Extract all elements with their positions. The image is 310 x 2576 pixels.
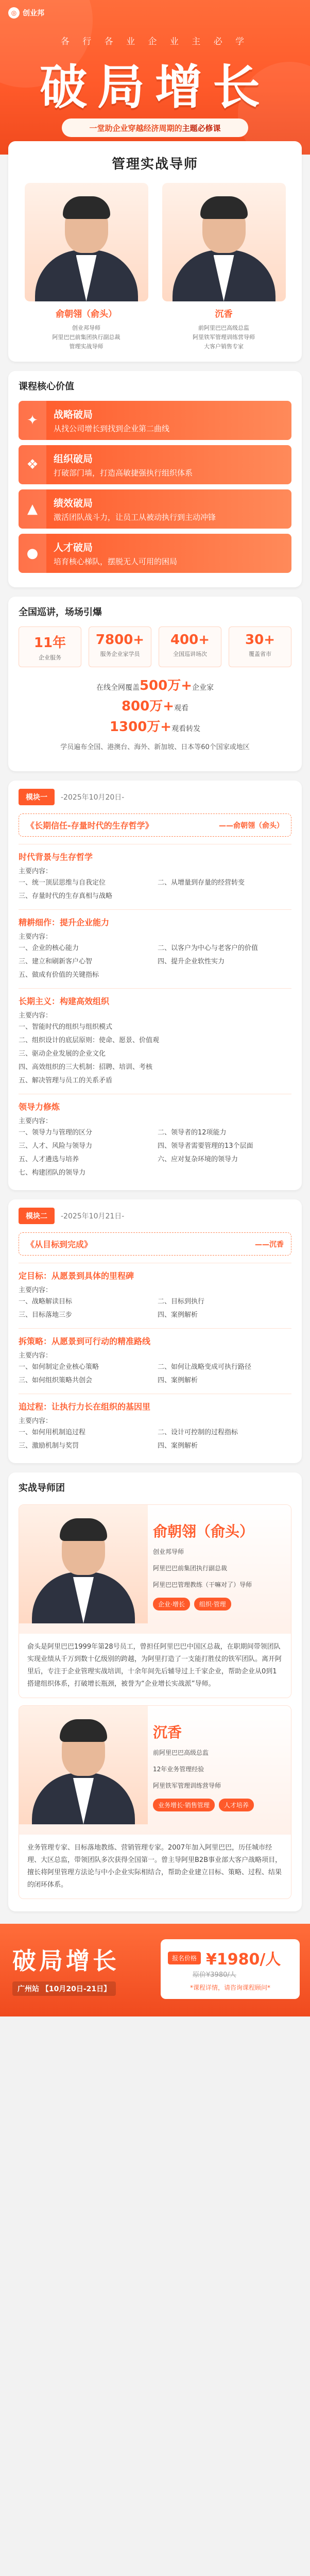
module-date: -2025年10月20日-: [61, 793, 125, 802]
footer-title: 破局增长: [12, 1947, 119, 1975]
hero-tag-emphasis: 主题必修课: [182, 123, 221, 133]
unit-item: 二、设计可控制的过程指标: [158, 1429, 238, 1436]
value-item: [19, 489, 291, 529]
hero-tag: [62, 118, 248, 137]
stats-heading: 全国巡讲，场场引爆: [19, 607, 102, 618]
unit-item: 一、智能时代的组织与组织模式: [19, 1023, 113, 1031]
unit-item: 六、应对复杂环境的领导力: [158, 1156, 238, 1163]
mentor-line: 前阿里巴巴高级总监: [198, 325, 249, 331]
value-item: [19, 445, 291, 484]
mentor-name: 沉香: [215, 309, 233, 319]
profile-tag: 人才培养: [219, 1799, 254, 1811]
unit-label: 主要内容：: [19, 1352, 53, 1360]
brand-logo-icon: ◎: [8, 7, 20, 19]
reach-countries: 学员遍布全国、港澳台、海外、新加坡、日本等60个国家或地区: [60, 743, 250, 751]
unit-label: 主要内容：: [19, 1286, 53, 1294]
brand-name: 创业邦: [23, 9, 44, 18]
mentor-portrait: [25, 183, 148, 301]
stat-box: [19, 626, 81, 667]
brand[interactable]: [8, 7, 44, 19]
module-mentor: ——俞朝翎（俞头）: [219, 821, 284, 830]
value-title: 战略破局: [54, 409, 93, 420]
stat-label: 覆盖省市: [249, 651, 271, 657]
mentor-card[interactable]: [162, 183, 286, 351]
unit-title: 拆策略：从愿景到可行动的精准路线: [19, 1336, 151, 1346]
unit-item: 二、从增量到存量的经营转变: [158, 879, 245, 887]
stat-box: [89, 626, 151, 667]
unit-title: 精耕细作：提升企业能力: [19, 918, 110, 927]
profile-portrait: [19, 1505, 148, 1623]
stat-box: [159, 626, 221, 667]
profile-bio: 俞头是阿里巴巴1999年第28号员工，曾担任阿里巴巴中国区总裁，在职期间带领团队实现业绩从千万到数十亿级别的跨越，为阿里打造了一支能打胜仗的铁军团队。离开阿里后，专注于企业管理实战培训，十余年间先后辅导过上千家企业，帮助企业从0到1搭建组织体系，打破增长瓶颈，被誉为“企业增长实战派”导师。: [19, 1634, 291, 1698]
unit-item: 一、战略解读目标: [19, 1298, 73, 1306]
unit-label: 主要内容：: [19, 933, 53, 941]
unit-item: 四、领导者需要管理的13个层面: [158, 1142, 253, 1150]
reach-suffix: 观看: [174, 704, 189, 713]
mentor-card[interactable]: [25, 183, 148, 351]
price-value: ¥1980/人: [206, 1951, 281, 1969]
stat-box: [229, 626, 291, 667]
module-badge: 模块二: [19, 1208, 55, 1224]
unit-item: 三、如何组织策略共创会: [19, 1377, 93, 1384]
profile-tag: 业务增长·销售管理: [153, 1799, 215, 1811]
reach-suffix: 企业家: [192, 684, 214, 692]
module-date: -2025年10月21日-: [61, 1212, 125, 1221]
module-card: [8, 781, 302, 1190]
reach-block: [8, 672, 302, 761]
module-card: [8, 1199, 302, 1463]
profile-line: 前阿里巴巴高级总监: [153, 1749, 209, 1756]
unit-item: 一、统一顶层思维与自我定位: [19, 879, 106, 887]
unit-item: 三、驱动企业发展的企业文化: [19, 1050, 106, 1058]
mentors-heading: 管理实战导师: [111, 157, 198, 172]
profile-line: 创业邦导师: [153, 1548, 184, 1555]
mentor-name: 俞朝翎（俞头）: [56, 309, 117, 319]
unit-item: 五、解决管理与员工的关系矛盾: [19, 1077, 113, 1084]
profile-card[interactable]: [19, 1504, 291, 1698]
module-badge: 模块一: [19, 789, 55, 805]
module-unit: [19, 844, 291, 902]
profiles-card: [8, 1472, 302, 1911]
value-desc: 从找公司增长到找到企业第二曲线: [54, 424, 170, 433]
mentor-line: 创业邦导师: [72, 325, 100, 331]
stat-value: 30+: [245, 632, 275, 648]
module-unit: [19, 1328, 291, 1386]
unit-item: 一、如何用机制追过程: [19, 1429, 86, 1436]
price-note: *课程详情，请咨询课程顾问*: [190, 1984, 270, 1991]
module-theme-title: 《从目标到完成》: [26, 1240, 93, 1249]
unit-label: 主要内容：: [19, 1417, 53, 1425]
people-icon: ❖: [19, 445, 46, 484]
stat-label: 服务企业家学员: [100, 651, 140, 657]
unit-item: 一、企业的核心能力: [19, 944, 79, 952]
person-icon: ●: [19, 534, 46, 573]
profile-tag: 企业·增长: [153, 1598, 190, 1611]
footer-banner: [0, 1924, 310, 2016]
unit-label: 主要内容：: [19, 868, 53, 875]
profile-line: 12年业务管理经验: [153, 1766, 204, 1773]
stats-card: [8, 597, 302, 771]
unit-item: 三、存量时代的生存真相与战略: [19, 892, 113, 900]
module-unit: [19, 909, 291, 981]
hero-tag-prefix: 一堂助企业穿越经济周期的: [89, 123, 182, 133]
original-price: 原价¥3980/人: [193, 1971, 236, 1979]
module-unit: [19, 988, 291, 1087]
value-item: [19, 534, 291, 573]
values-heading: 课程核心价值: [19, 381, 74, 392]
stat-label: 企业服务: [39, 654, 61, 661]
stat-label: 全国巡讲场次: [173, 651, 207, 657]
profile-portrait: [19, 1706, 148, 1824]
value-title: 人才破局: [54, 542, 93, 553]
unit-title: 长期主义：构建高效组织: [19, 996, 110, 1006]
module-unit: [19, 1394, 291, 1452]
unit-item: 五、人才遴选与培养: [19, 1156, 79, 1163]
unit-item: 二、以客户为中心与老客户的价值: [158, 944, 259, 952]
unit-item: 二、目标到执行: [158, 1298, 205, 1306]
profile-line: 阿里巴巴管理教练（干嘛对了）导师: [153, 1581, 252, 1588]
hero-banner: [0, 0, 310, 155]
hero-subtitle: 各 行 各 业 企 业 主 必 学: [60, 37, 250, 47]
unit-item: 四、案例解析: [158, 1442, 198, 1450]
stat-value: 7800+: [95, 632, 145, 648]
unit-item: 一、领导力与管理的区分: [19, 1129, 93, 1137]
unit-item: 三、激励机制与奖罚: [19, 1442, 79, 1450]
unit-item: 五、做成有价值的关键指标: [19, 971, 99, 979]
mentor-portrait: [162, 183, 286, 301]
unit-item: 二、如何让战略变成可执行路径: [158, 1363, 252, 1371]
unit-label: 主要内容：: [19, 1117, 53, 1125]
unit-item: 三、建立和刷新客户心智: [19, 958, 93, 965]
unit-title: 时代背景与生存哲学: [19, 852, 93, 862]
value-desc: 激活团队战斗力，让员工从被动执行到主动冲锋: [54, 513, 216, 522]
value-item: [19, 401, 291, 440]
profile-tag: 组织·管理: [194, 1598, 231, 1611]
module-unit: [19, 1263, 291, 1321]
mentor-line: 大客户销售专家: [204, 343, 244, 350]
mentor-line: 阿里巴巴前集团执行副总裁: [52, 334, 120, 341]
unit-item: 一、如何制定企业核心策略: [19, 1363, 99, 1371]
profile-card[interactable]: [19, 1705, 291, 1899]
value-desc: 培育核心梯队，摆脱无人可用的困局: [54, 557, 178, 566]
unit-item: 四、案例解析: [158, 1377, 198, 1384]
value-desc: 打破部门墙，打造高敏捷强执行组织体系: [54, 468, 193, 478]
chart-icon: ▲: [19, 489, 46, 529]
compass-icon: ✦: [19, 401, 46, 440]
module-theme: [19, 814, 291, 837]
profile-bio: 业务管理专家、目标落地教练、营销管理专家。2007年加入阿里巴巴，历任城市经理、大区总监，带领团队多次获得全国第一。曾主导阿里B2B事业部大客户战略项目，擅长将阿里管理方法论与中小企业实际相结合，帮助企业建立目标、策略、过程、结果的闭环体系。: [19, 1835, 291, 1899]
mentor-line: 管理实战导师: [69, 343, 104, 350]
stat-value: 11年: [33, 635, 66, 651]
unit-item: 三、人才、风险与领导力: [19, 1142, 93, 1150]
module-unit: [19, 1094, 291, 1179]
unit-title: 追过程：让执行力长在组织的基因里: [19, 1402, 151, 1412]
unit-item: 三、目标落地三步: [19, 1311, 73, 1319]
value-title: 绩效破局: [54, 498, 93, 509]
reach-value: 500万+: [139, 678, 193, 693]
mentor-line: 阿里铁军管理训练营导师: [193, 334, 255, 341]
module-mentor: ——沉香: [255, 1240, 284, 1249]
price-label: 报名价格: [168, 1952, 201, 1964]
footer-station: 广州站 【10月20日-21日】: [12, 1981, 116, 1996]
module-theme: [19, 1232, 291, 1256]
hero-title: 破局增长: [39, 59, 270, 115]
reach-value: 800万+: [121, 699, 175, 714]
unit-item: 七、构建团队的领导力: [19, 1169, 86, 1177]
unit-item: 二、组织设计的底层原则：使命、愿景、价值观: [19, 1037, 160, 1044]
reach-suffix: 观看转发: [171, 725, 201, 733]
module-theme-title: 《长期信任-存量时代的生存哲学》: [26, 821, 153, 831]
reach-value: 1300万+: [109, 719, 172, 735]
unit-item: 四、提升企业软性实力: [158, 958, 225, 965]
unit-item: 四、案例解析: [158, 1311, 198, 1319]
profile-line: 阿里铁军管理训练营导师: [153, 1782, 221, 1789]
value-title: 组织破局: [54, 453, 93, 465]
mentors-card: [8, 141, 302, 362]
unit-title: 定目标：从愿景到具体的里程碑: [19, 1271, 134, 1281]
profile-name: 俞朝翎（俞头）: [153, 1523, 254, 1540]
price-box[interactable]: [161, 1939, 300, 1999]
unit-item: 四、高效组织的三大机制：招聘、培训、考核: [19, 1063, 153, 1071]
reach-prefix: 在线全网覆盖: [96, 684, 140, 692]
unit-item: 二、领导者的12项能力: [158, 1129, 227, 1137]
unit-title: 领导力修炼: [19, 1102, 60, 1112]
profiles-heading: 实战导师团: [19, 1483, 65, 1494]
unit-label: 主要内容：: [19, 1012, 53, 1020]
profile-line: 阿里巴巴前集团执行副总裁: [153, 1565, 228, 1572]
stat-value: 400+: [170, 632, 210, 648]
profile-name: 沉香: [153, 1724, 182, 1741]
values-card: [8, 371, 302, 587]
